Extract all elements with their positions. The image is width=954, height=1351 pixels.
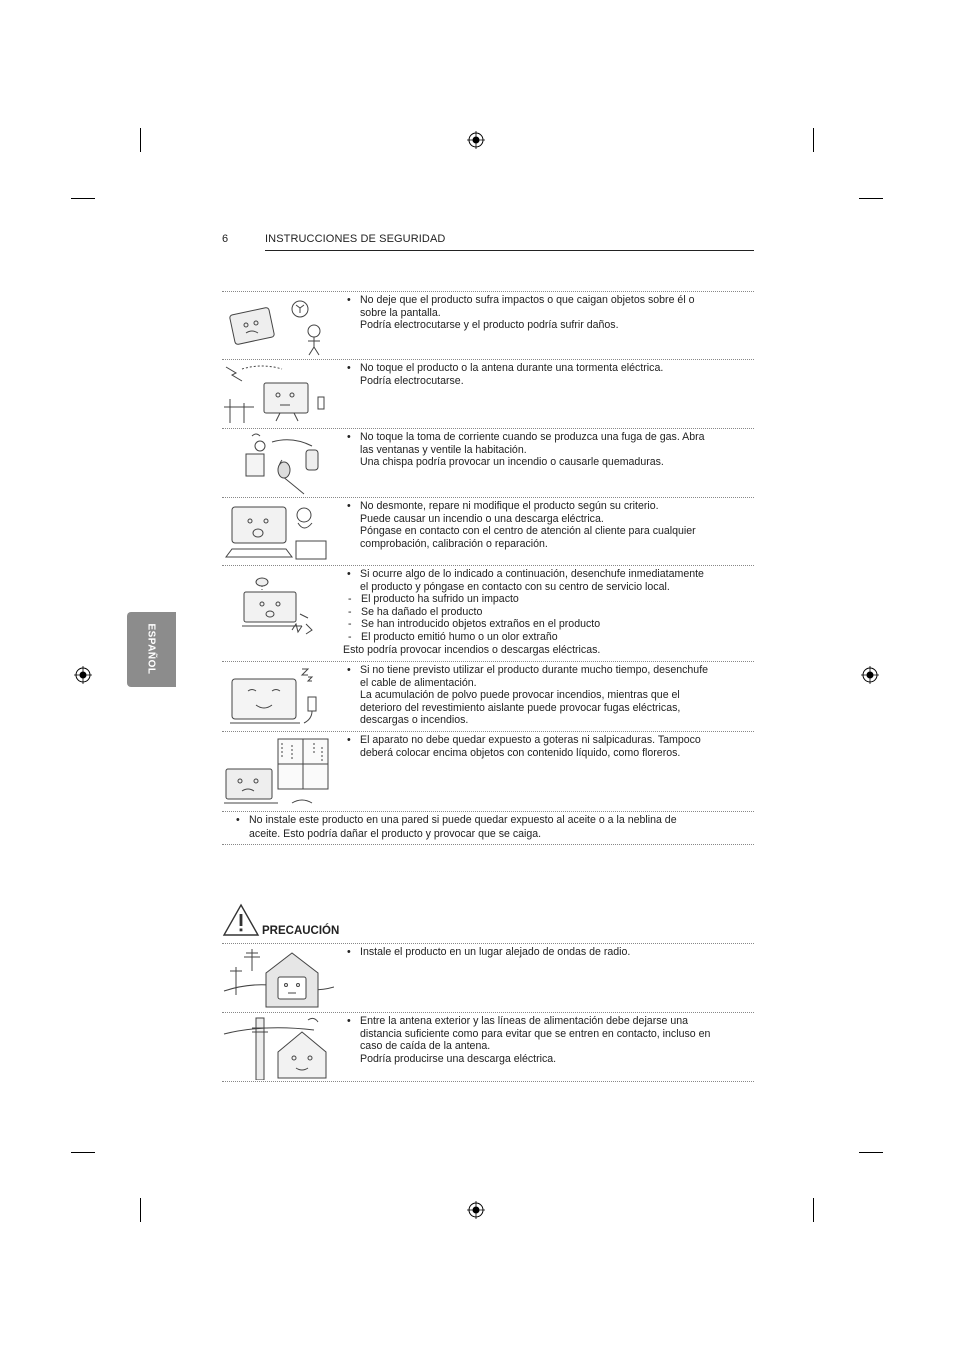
text-line: Una chispa podría provocar un incendio o causarle quemaduras. (360, 456, 664, 469)
row-divider (222, 1081, 754, 1082)
sub-item: - Se han introducido objetos extraños en el producto (348, 618, 747, 631)
crop-mark (813, 128, 814, 152)
house-antenna-radio-illustration-icon (222, 947, 334, 1011)
text-line: deterioro del revestimiento aislante puede provocar fugas eléctricas, (360, 701, 681, 714)
crop-mark (813, 1198, 814, 1222)
warning-text (347, 431, 747, 469)
text-line: las ventanas y ventile la habitación. (360, 443, 527, 456)
warning-text (236, 814, 746, 841)
registration-mark-icon (861, 666, 879, 684)
text-line: Podría producirse una descarga eléctrica. (360, 1052, 557, 1065)
rain-window-tv-illustration-icon (222, 735, 334, 811)
warning-row (222, 292, 754, 358)
text-line: el producto y póngase en contacto con su centro de servicio local. (360, 580, 670, 593)
warning-text (347, 362, 747, 387)
language-tab-label: ESPAÑOL (145, 623, 157, 675)
text-line: La acumulación de polvo puede provocar incendios, mientras que el (360, 689, 680, 702)
gas-leak-plug-illustration-icon (222, 432, 334, 496)
page-number: 6 (222, 233, 229, 245)
warning-text (347, 294, 747, 332)
sleeping-tv-unplug-illustration-icon (222, 665, 334, 729)
text-line: descargas o incendios. (360, 714, 469, 727)
text-line: • Si no tiene previsto utilizar el producto durante mucho tiempo, desenchufe (360, 664, 709, 676)
text-line: • Instale el producto en un lugar alejado de ondas de radio. (360, 946, 631, 958)
caution-row (222, 1013, 754, 1080)
caution-label: PRECAUCIÓN (262, 925, 340, 937)
text-line: sobre la pantalla. (360, 306, 441, 319)
text-line: Podría electrocutarse. (360, 374, 464, 387)
text-line: • Si ocurre algo de lo indicado a continuación, desenchufe inmediatamente (360, 568, 704, 580)
warning-text (343, 568, 747, 656)
warning-text (347, 734, 747, 759)
text-line: distancia suficiente como para evitar que se entren en contacto, incluso en (360, 1027, 711, 1040)
language-tab (127, 612, 176, 687)
antenna-powerline-illustration-icon (222, 1016, 334, 1080)
crop-mark (71, 1152, 95, 1153)
text-line: comprobación, calibración o reparación. (360, 537, 548, 550)
caution-text (347, 946, 747, 959)
text-line: • No toque el producto o la antena durante una tormenta eléctrica. (360, 362, 664, 374)
warning-text (347, 500, 747, 550)
thunderstorm-tv-illustration-icon (222, 363, 334, 427)
text-line: deberá colocar encima objetos con contenido líquido, como floreros. (360, 746, 681, 759)
text-line: Podría electrocutarse y el producto podría sufrir daños. (360, 319, 619, 332)
registration-mark-icon (467, 131, 485, 149)
text-line: aceite. Esto podría dañar el producto y provocar que se caiga. (249, 827, 542, 840)
impact-ball-illustration-icon (222, 295, 334, 359)
warning-row (222, 566, 754, 660)
section-title: INSTRUCCIONES DE SEGURIDAD (265, 233, 446, 245)
warning-row (222, 360, 754, 427)
crop-mark (71, 198, 95, 199)
crop-mark (140, 1198, 141, 1222)
warning-text (347, 664, 747, 727)
wall-oil-note (222, 813, 754, 843)
crop-mark (859, 198, 883, 199)
header-rule (265, 250, 754, 251)
text-line: Póngase en contacto con el centro de atención al cliente para cualquier (360, 525, 696, 538)
text-line: • Entre la antena exterior y las líneas de alimentación debe dejarse una (360, 1015, 689, 1027)
text-line: • No deje que el producto sufra impactos o que caigan objetos sobre él o (360, 294, 695, 306)
warning-row (222, 498, 754, 564)
warning-row (222, 429, 754, 496)
warning-row (222, 662, 754, 730)
row-divider (222, 844, 754, 845)
registration-mark-icon (467, 1201, 485, 1219)
text-line: • No desmonte, repare ni modifique el producto según su criterio. (360, 500, 659, 512)
row-divider (222, 811, 754, 812)
caution-row (222, 944, 754, 1011)
disassemble-tv-illustration-icon (222, 501, 334, 565)
sub-item: - El producto emitió humo o un olor extraño (348, 631, 747, 644)
text-line: Puede causar un incendio o una descarga eléctrica. (360, 512, 604, 525)
sub-item: - Se ha dañado el producto (348, 606, 747, 619)
text-line: caso de caída de la antena. (360, 1040, 491, 1053)
text-line: • No instale este producto en una pared si puede quedar expuesto al aceite o a la neblina de (249, 814, 677, 826)
warning-row (222, 732, 754, 810)
tail-note: Esto podría provocar incendios o descargas eléctricas. (343, 643, 601, 656)
crop-mark (140, 128, 141, 152)
unplug-emergency-illustration-icon (222, 569, 334, 643)
crop-mark (859, 1152, 883, 1153)
sub-item: - El producto ha sufrido un impacto (348, 593, 747, 606)
text-line: el cable de alimentación. (360, 676, 477, 689)
registration-mark-icon (74, 666, 92, 684)
text-line: • El aparato no debe quedar expuesto a goteras ni salpicaduras. Tampoco (360, 734, 701, 746)
caution-text (347, 1015, 747, 1065)
text-line: • No toque la toma de corriente cuando se produzca una fuga de gas. Abra (360, 431, 705, 443)
caution-triangle-icon (222, 903, 260, 937)
